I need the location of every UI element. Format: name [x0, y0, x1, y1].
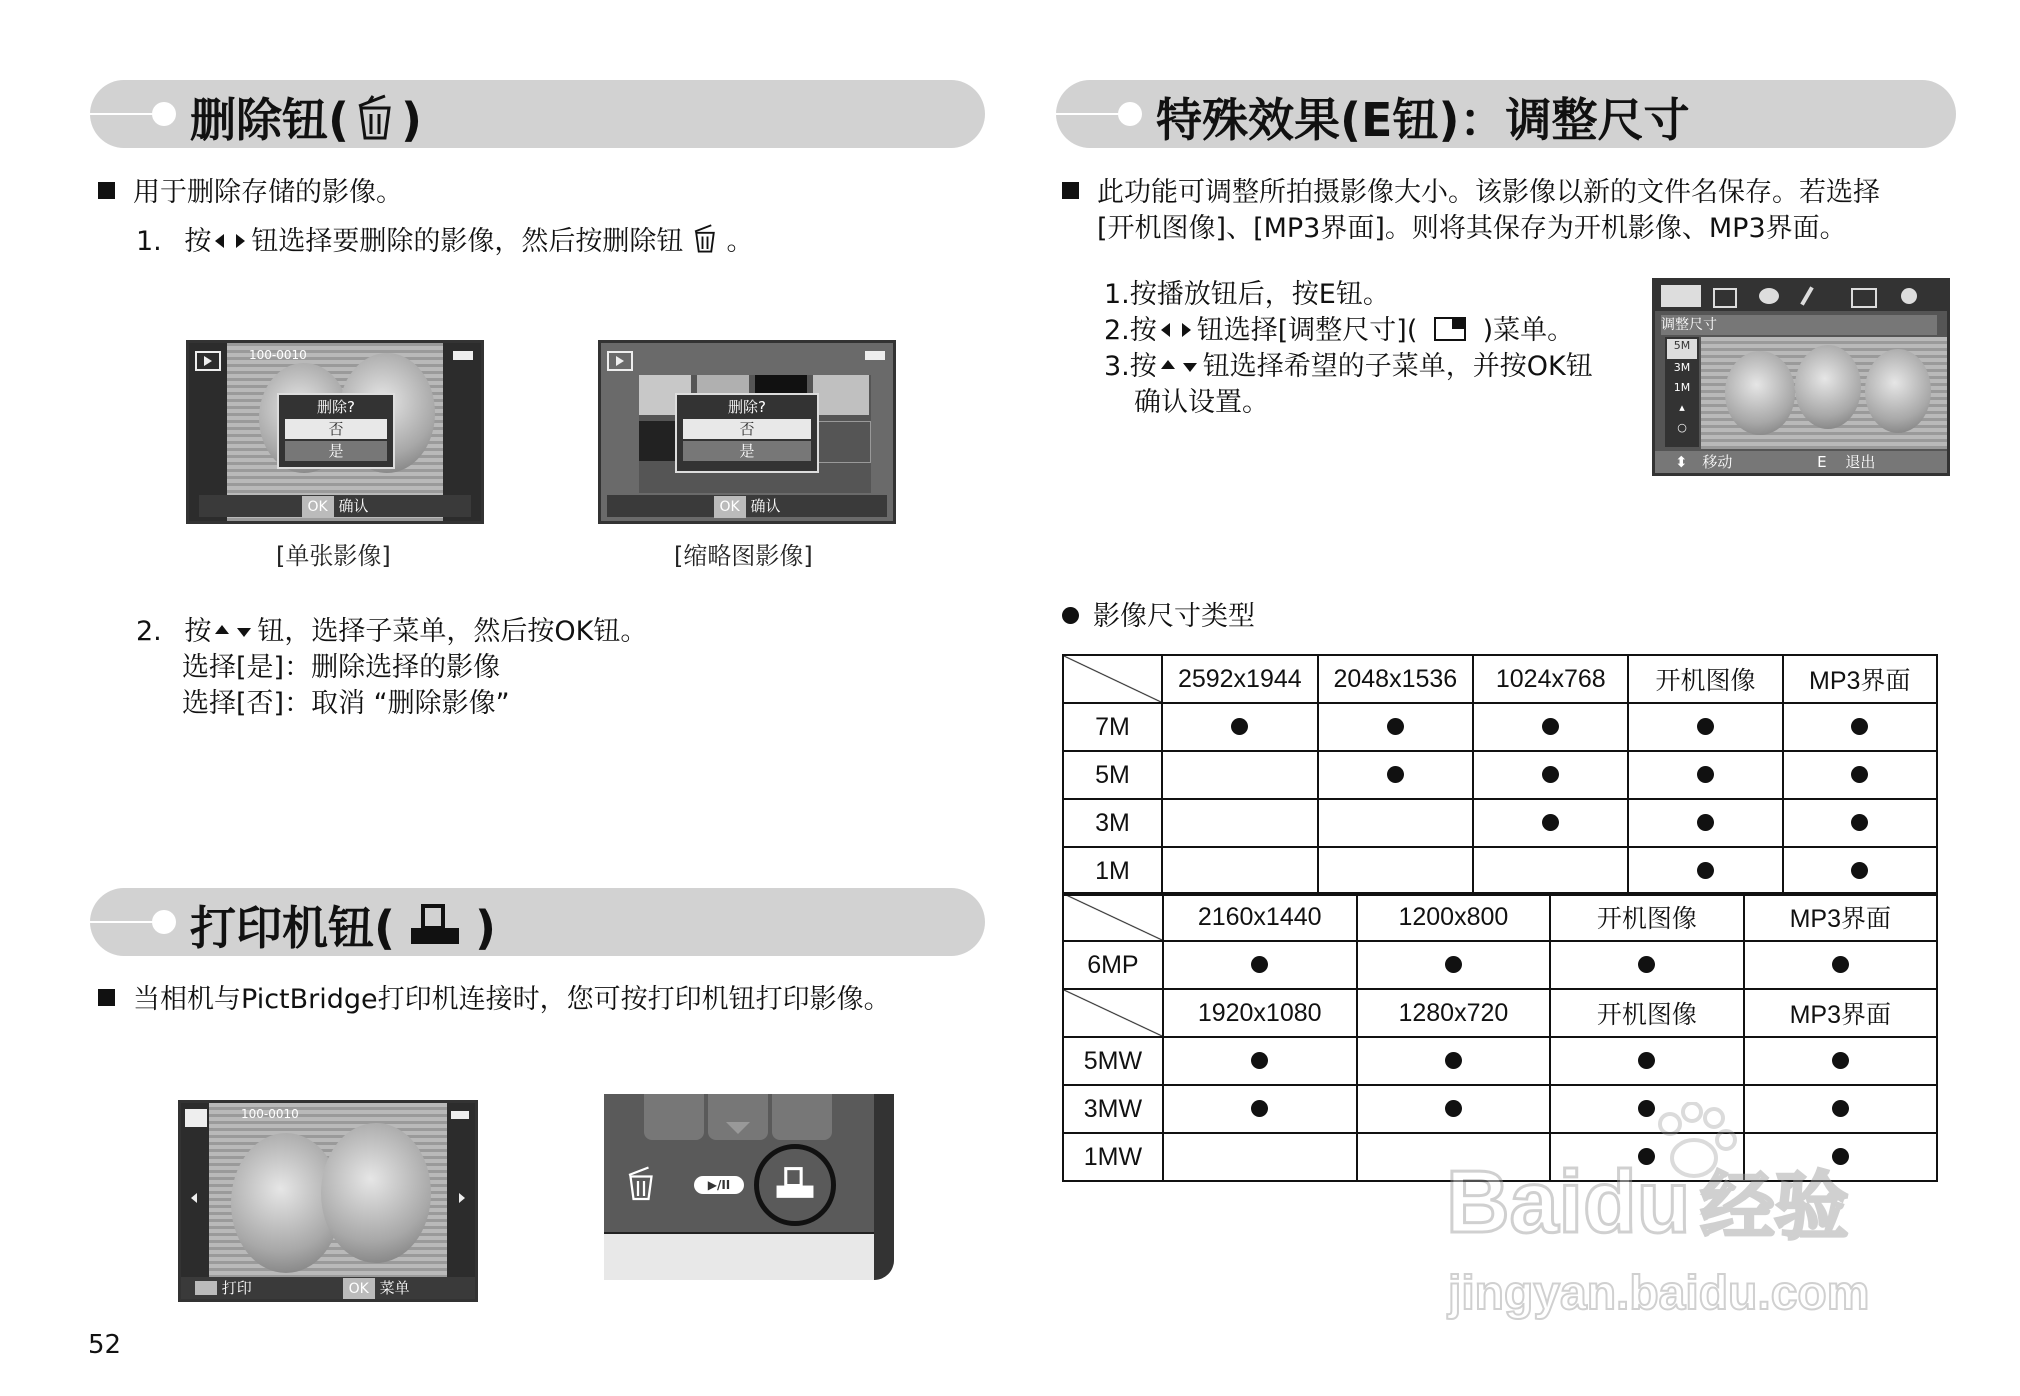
face [1795, 345, 1861, 429]
row-label: 1MW [1063, 1133, 1163, 1181]
size-table-main [1062, 654, 1938, 896]
up-arrow-icon [215, 625, 229, 634]
header-line [90, 921, 158, 923]
menu-icon-bar [1655, 281, 1947, 311]
table-cell [1628, 799, 1782, 847]
face [321, 1123, 431, 1263]
header-dot [1118, 102, 1142, 126]
table-row [1063, 941, 1937, 989]
piano-tab-icon[interactable] [1851, 288, 1877, 308]
pictbridge-screen [178, 1100, 478, 1302]
right-arrow-icon [1182, 323, 1191, 337]
resize-section-title: 特殊效果(E钮)：调整尺寸 [1156, 93, 1690, 147]
row-label: 6MP [1063, 941, 1163, 989]
confirm-label: 确认 [750, 497, 781, 515]
delete-step2: 2. 按 钮，选择子菜单，然后按OK钮。 [136, 616, 648, 647]
available-dot-icon [1231, 718, 1248, 735]
ok-button[interactable]: OK [714, 496, 746, 518]
table-cell [1163, 1133, 1357, 1181]
table-header-row [1063, 989, 1937, 1037]
resize-step3: 3.按 钮选择希望的子菜单，并按OK钮 [1104, 351, 1593, 382]
row-label: 5M [1063, 751, 1162, 799]
table-cell [1162, 751, 1318, 799]
watermark-brand-3: 经验 [1700, 1164, 1849, 1250]
table-cell [1473, 799, 1628, 847]
down-arrow-icon [237, 628, 251, 637]
table-row [1063, 703, 1937, 751]
table-header-row [1063, 655, 1937, 703]
right-arrow-icon [236, 234, 245, 248]
caption-thumbnail-image: [缩略图影像] [674, 542, 813, 570]
printer-section-title: 打印机钮( [190, 901, 396, 955]
available-dot-icon [1387, 766, 1404, 783]
play-mode-icon [195, 351, 221, 371]
left-arrow-icon [1161, 323, 1170, 337]
up-arrow-icon [1161, 360, 1175, 369]
delete-step2-no: 选择[否]：取消 “删除影像” [182, 688, 510, 719]
table-cell [1783, 703, 1938, 751]
row-label: 7M [1063, 703, 1162, 751]
watermark-brand: Bai [1446, 1152, 1583, 1251]
table-cell [1318, 751, 1474, 799]
up-down-icon: ⬍ [1675, 453, 1688, 471]
row-label: 1M [1063, 847, 1162, 895]
available-dot-icon [1697, 718, 1714, 735]
table-cell [1550, 1037, 1743, 1085]
file-number: 100-0010 [249, 348, 307, 362]
pictbridge-icon [185, 1109, 207, 1127]
printer-icon [195, 1281, 217, 1295]
battery-icon [453, 351, 473, 360]
camera-back-illustration [604, 1094, 894, 1280]
left-arrow-icon [191, 1193, 197, 1203]
single-image-delete-screen [186, 340, 484, 524]
available-dot-icon [1251, 956, 1268, 973]
print-label: 打印 [221, 1279, 252, 1297]
available-dot-icon [1697, 862, 1714, 879]
caption-single-image: [单张影像] [276, 542, 391, 570]
column-header: 2592x1944 [1162, 655, 1318, 703]
column-header: MP3界面 [1783, 655, 1938, 703]
diagonal-cell [1063, 893, 1163, 941]
submenu-item-1m[interactable]: 1M [1673, 381, 1691, 394]
header-line [1056, 113, 1124, 115]
available-dot-icon [1445, 1100, 1462, 1117]
table-cell [1163, 941, 1357, 989]
submenu-list [1665, 337, 1699, 447]
available-dot-icon [1832, 1100, 1849, 1117]
rotate-tab-icon[interactable] [1713, 288, 1737, 308]
table-cell [1473, 751, 1628, 799]
column-header: 开机图像 [1550, 989, 1743, 1037]
header-dot [152, 910, 176, 934]
column-header: 开机图像 [1550, 893, 1743, 941]
baidu-watermark [1446, 1148, 1848, 1254]
option-no[interactable]: 否 [683, 419, 811, 439]
column-header: 1920x1080 [1163, 989, 1357, 1037]
delete-intro: 用于删除存储的影像。 [98, 176, 403, 210]
submenu-item-3m[interactable]: 3M [1673, 361, 1691, 374]
table-row [1063, 751, 1937, 799]
resize-tab-icon[interactable] [1661, 285, 1701, 307]
column-header: 2160x1440 [1163, 893, 1357, 941]
available-dot-icon [1542, 814, 1559, 831]
face [1865, 349, 1931, 433]
face-tab-icon[interactable] [1901, 288, 1917, 304]
screen-bottom-bar [1655, 451, 1947, 473]
table-cell [1783, 751, 1938, 799]
available-dot-icon [1445, 956, 1462, 973]
option-no[interactable]: 否 [285, 419, 387, 439]
screen-bottom-bar [199, 495, 471, 517]
camera-edge [604, 1232, 874, 1280]
face [1725, 351, 1795, 435]
table-cell [1318, 847, 1474, 895]
down-arrow-icon [726, 1122, 750, 1134]
available-dot-icon [1251, 1052, 1268, 1069]
left-arrow-icon [215, 234, 224, 248]
page-number: 52 [88, 1330, 122, 1360]
diagonal-cell [1063, 989, 1163, 1037]
table-cell [1473, 703, 1628, 751]
printer-section-header [90, 888, 985, 956]
table-cell [1162, 703, 1318, 751]
resize-intro-2: [开机图像]、[MP3界面]。则将其保存为开机影像、MP3界面。 [1097, 213, 1847, 244]
table-header-row [1063, 893, 1937, 941]
header-line [90, 113, 158, 115]
column-header: 2048x1536 [1318, 655, 1474, 703]
table-cell [1357, 941, 1551, 989]
resize-intro-1: 此功能可调整所拍摄影像大小。该影像以新的文件名保存。若选择 [1062, 176, 1880, 210]
available-dot-icon [1851, 766, 1868, 783]
size-types-label: 影像尺寸类型 [1062, 600, 1255, 634]
available-dot-icon [1387, 718, 1404, 735]
dial-segment [644, 1094, 704, 1140]
table-cell [1357, 1085, 1551, 1133]
effect-tab-icon[interactable] [1800, 286, 1813, 305]
submenu-item-5m[interactable]: 5M [1667, 339, 1697, 359]
available-dot-icon [1832, 956, 1849, 973]
table-cell [1783, 799, 1938, 847]
option-yes[interactable]: 是 [683, 441, 811, 461]
right-arrow-icon [459, 1193, 465, 1203]
thumbnail-delete-screen [598, 340, 896, 524]
resize-step2: 2.按 钮选择[调整尺寸]( )菜单。 [1104, 315, 1575, 346]
exit-label: 退出 [1845, 453, 1876, 471]
table-cell [1628, 751, 1782, 799]
table-cell [1628, 847, 1782, 895]
thumbnail [813, 375, 869, 415]
available-dot-icon [1851, 718, 1868, 735]
printer-button[interactable] [754, 1144, 836, 1226]
printer-icon [775, 1167, 815, 1201]
delete-step1: 1. 按 钮选择要删除的影像，然后按删除钮 。 [136, 224, 754, 263]
column-header: 1200x800 [1357, 893, 1551, 941]
delete-step2-yes: 选择[是]：删除选择的影像 [182, 652, 501, 683]
trash-icon [692, 224, 718, 263]
move-label: 移动 [1702, 453, 1733, 471]
round-bullet-icon [1062, 607, 1079, 624]
menu-label: 菜单 [379, 1279, 410, 1297]
table-cell [1318, 799, 1474, 847]
dialog-title: 删除? [317, 398, 355, 416]
column-header: 开机图像 [1628, 655, 1782, 703]
delete-section-title-end: ) [401, 93, 423, 147]
column-header: 1024x768 [1473, 655, 1628, 703]
square-bullet-icon [98, 989, 115, 1006]
table-cell [1783, 847, 1938, 895]
play-mode-icon [607, 351, 633, 371]
table-cell [1628, 703, 1782, 751]
confirm-label: 确认 [338, 497, 369, 515]
watermark-brand-2: du [1582, 1152, 1691, 1251]
printer-icon [409, 904, 461, 959]
paw-icon [1650, 1102, 1740, 1186]
printer-intro: 当相机与PictBridge打印机连接时，您可按打印机钮打印影像。 [98, 983, 891, 1017]
dialog-title: 删除? [728, 398, 766, 416]
option-yes[interactable]: 是 [285, 441, 387, 461]
camera-side [874, 1094, 894, 1280]
available-dot-icon [1251, 1100, 1268, 1117]
square-bullet-icon [1062, 182, 1079, 199]
delete-section-title: 删除钮( [190, 93, 350, 147]
resize-icon [1434, 317, 1466, 341]
thumbnail [813, 421, 871, 463]
color-tab-icon[interactable] [1759, 288, 1779, 304]
available-dot-icon [1638, 956, 1655, 973]
table-cell [1744, 941, 1937, 989]
available-dot-icon [1542, 718, 1559, 735]
menu-label: 调整尺寸 [1661, 315, 1937, 335]
resize-step3-line2: 确认设置。 [1134, 387, 1269, 418]
file-number: 100-0010 [241, 1107, 299, 1121]
trash-icon [626, 1166, 656, 1206]
available-dot-icon [1445, 1052, 1462, 1069]
row-label: 3M [1063, 799, 1162, 847]
table-cell [1550, 941, 1743, 989]
printer-section-title-end: ) [475, 901, 497, 955]
square-bullet-icon [98, 182, 115, 199]
table-row [1063, 1085, 1937, 1133]
available-dot-icon [1851, 862, 1868, 879]
table-cell [1163, 1037, 1357, 1085]
table-cell [1357, 1037, 1551, 1085]
row-label: 3MW [1063, 1085, 1163, 1133]
trash-icon [355, 94, 395, 153]
delete-dialog [675, 393, 819, 473]
table-cell [1744, 1085, 1937, 1133]
watermark-url: jingyan.baidu.com [1448, 1267, 1870, 1320]
diagonal-cell [1063, 655, 1162, 703]
available-dot-icon [1542, 766, 1559, 783]
available-dot-icon [1851, 814, 1868, 831]
table-cell [1162, 799, 1318, 847]
row-label: 5MW [1063, 1037, 1163, 1085]
play-pause-button[interactable]: ▶/II [694, 1176, 744, 1194]
available-dot-icon [1638, 1052, 1655, 1069]
table-cell [1473, 847, 1628, 895]
resize-step1: 1.按播放钮后，按E钮。 [1104, 279, 1390, 310]
battery-icon [865, 351, 885, 360]
column-header: 1280x720 [1357, 989, 1551, 1037]
delete-section-header [90, 80, 985, 148]
table-row [1063, 799, 1937, 847]
table-row [1063, 847, 1937, 895]
size-table-6mp [1062, 892, 1938, 1182]
submenu-item-mp3[interactable]: ○ [1677, 421, 1687, 434]
table-cell [1318, 703, 1474, 751]
header-dot [152, 102, 176, 126]
ok-button[interactable]: OK [302, 496, 334, 518]
table-cell [1163, 1085, 1357, 1133]
column-header: MP3界面 [1744, 893, 1937, 941]
available-dot-icon [1697, 766, 1714, 783]
submenu-item-startup[interactable]: ▴ [1679, 401, 1685, 414]
screen-bottom-bar [607, 495, 887, 517]
dial-segment [772, 1094, 832, 1140]
delete-dialog [277, 393, 395, 469]
table-row [1063, 1037, 1937, 1085]
down-arrow-icon [1183, 363, 1197, 372]
resize-menu-screen [1652, 278, 1950, 476]
available-dot-icon [1697, 814, 1714, 831]
e-button[interactable]: E [1817, 453, 1827, 471]
column-header: MP3界面 [1744, 989, 1937, 1037]
battery-icon [451, 1111, 469, 1119]
screen-bottom-bar [181, 1277, 475, 1299]
resize-section-header [1056, 80, 1956, 148]
table-cell [1744, 1037, 1937, 1085]
available-dot-icon [1832, 1052, 1849, 1069]
ok-button[interactable]: OK [343, 1278, 375, 1300]
table-cell [1162, 847, 1318, 895]
